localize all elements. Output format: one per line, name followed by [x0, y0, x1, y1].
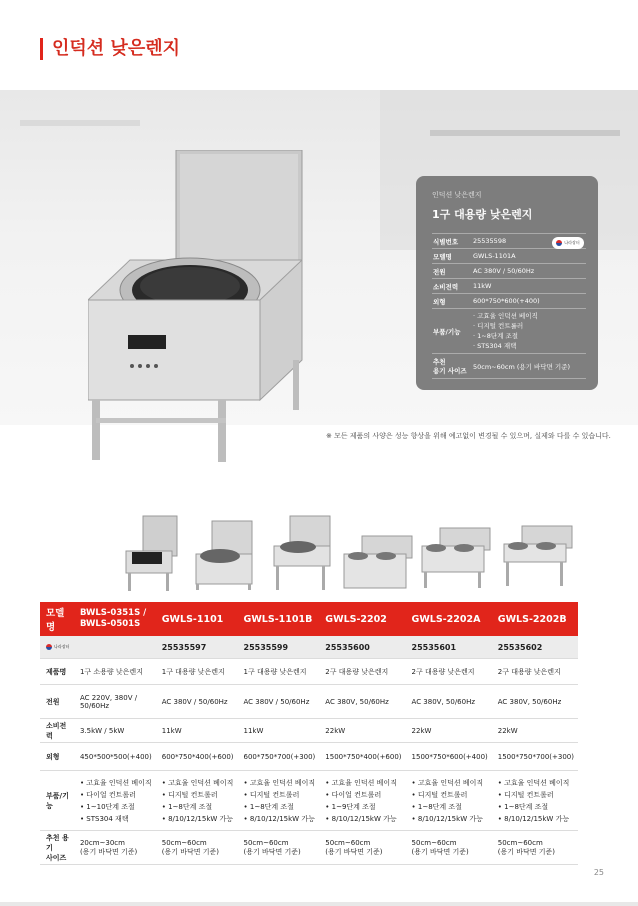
- header-label: 모델명: [40, 602, 74, 636]
- table-cell: 2구 대용량 낮은렌지: [319, 659, 405, 685]
- id-cell: 25535599: [238, 636, 320, 659]
- table-cell: 22kW: [406, 719, 492, 743]
- featured-name: 1구 대용량 낮은렌지: [432, 208, 533, 221]
- feature-item: • 디지털 컨트롤러: [161, 790, 218, 799]
- feature-item: • 8/10/12/15kW 가능: [243, 814, 315, 823]
- feature-item: • 1~8단계 조절: [411, 802, 462, 811]
- table-cell: 22kW: [319, 719, 405, 743]
- feature-item: • 고효율 인덕션 베이직: [497, 778, 570, 787]
- model-cell: BWLS-0351S / BWLS-0501S: [74, 602, 156, 636]
- size-value: 50cm~60cm: [325, 838, 371, 847]
- table-cell: AC 380V, 50/60Hz: [319, 685, 405, 719]
- table-cell: 1구 대용량 낮은렌지: [156, 659, 238, 685]
- table-cell: 3.5kW / 5kW: [74, 719, 156, 743]
- spec-value: GWLS-1101A: [473, 252, 516, 260]
- spec-key: 외형: [433, 297, 446, 306]
- spec-row: [432, 248, 586, 263]
- size-cell: [406, 831, 492, 865]
- row-label: 제품명: [40, 659, 74, 685]
- size-value: 50cm~60cm: [243, 838, 289, 847]
- size-cell: [156, 831, 238, 865]
- table-row: [40, 659, 578, 685]
- row-label: [40, 831, 74, 865]
- size-cell: [492, 831, 578, 865]
- size-note: (용기 바닥면 기준): [325, 847, 383, 856]
- model-cell: GWLS-2202B: [492, 602, 578, 636]
- feature-item: • 1~10단계 조절: [79, 802, 135, 811]
- feature-item: • 고효율 인덕션 베이직: [79, 778, 152, 787]
- feature-item: • 1~8단계 조절: [497, 802, 549, 811]
- size-value: 50cm~60cm: [161, 838, 207, 847]
- features-cell: [492, 771, 578, 831]
- table-cell: 1500*750*600(+400): [406, 743, 492, 771]
- features-cell: [406, 771, 492, 831]
- features-cell: [156, 771, 238, 831]
- table-cell: 450*500*500(+400): [74, 743, 156, 771]
- product-thumbnails: [110, 508, 580, 593]
- feature-item: • 다이얼 컨트롤러: [79, 790, 136, 799]
- thumb-bwls-0351s: [126, 516, 177, 591]
- spec-key: 모델명: [433, 252, 452, 261]
- page-number: 25: [593, 868, 604, 877]
- size-note: (용기 바닥면 기준): [79, 847, 138, 856]
- spec-value: AC 380V / 50/60Hz: [473, 267, 535, 275]
- table-cell: 11kW: [156, 719, 238, 743]
- table-row: [40, 685, 578, 719]
- table-cell: 1구 소용량 낮은렌지: [74, 659, 156, 685]
- feature-item: • 고효율 인덕션 베이직: [243, 778, 316, 787]
- table-row: [40, 743, 578, 771]
- size-key-line: 용기 사이즈: [433, 367, 467, 375]
- id-cell: [74, 636, 156, 659]
- id-cell: 25535600: [319, 636, 405, 659]
- footer-line: [0, 902, 638, 906]
- table-row-features: [40, 771, 578, 831]
- background-shelf: [430, 130, 620, 136]
- feature-item: · 1~8단계 조절: [473, 332, 519, 340]
- feature-item: • 고효율 인덕션 베이직: [411, 778, 484, 787]
- features-cell: [319, 771, 405, 831]
- table-row: [40, 719, 578, 743]
- feature-item: • 8/10/12/15kW 가능: [161, 814, 234, 823]
- model-cell: GWLS-1101B: [238, 602, 320, 636]
- table-header-row: [40, 602, 578, 636]
- row-label: 외형: [40, 743, 74, 771]
- spec-key: 소비전력: [433, 282, 459, 291]
- model-cell: GWLS-2202A: [406, 602, 492, 636]
- feature-item: • 고효율 인덕션 베이직: [161, 778, 234, 787]
- feature-item: • 다이얼 컨트롤러: [325, 790, 382, 799]
- spec-row: [432, 293, 586, 308]
- size-cell: [238, 831, 320, 865]
- features-cell: [74, 771, 156, 831]
- size-value: 20cm~30cm: [79, 838, 125, 847]
- table-cell: 2구 대용량 낮은렌지: [406, 659, 492, 685]
- spec-value: 50cm~60cm (용기 바닥면 기준): [473, 362, 571, 371]
- feature-item: • 1~9단계 조절: [325, 802, 376, 811]
- spec-value: 11kW: [473, 282, 492, 290]
- row-label: 전원: [40, 685, 74, 719]
- spec-value: [473, 309, 586, 353]
- table-row-size: [40, 831, 578, 865]
- size-cell: [319, 831, 405, 865]
- cert-badge: [40, 636, 74, 659]
- thumb-gwls-1101b: [274, 516, 330, 590]
- table-cell: AC 380V / 50/60Hz: [156, 685, 238, 719]
- model-cell: GWLS-1101: [156, 602, 238, 636]
- feature-item: • 고효율 인덕션 베이직: [325, 778, 397, 787]
- row-label: 부품/기능: [40, 771, 74, 831]
- id-cell: 25535602: [492, 636, 578, 659]
- table-cell: 11kW: [238, 719, 320, 743]
- spec-row: [432, 263, 586, 278]
- feature-item: · 디지털 컨트롤러: [473, 322, 524, 330]
- spec-key: [432, 357, 473, 375]
- featured-category: 인덕션 낮은렌지: [432, 191, 482, 199]
- table-cell: 22kW: [492, 719, 578, 743]
- title-accent-bar: [40, 38, 43, 60]
- feature-item: • 디지털 컨트롤러: [497, 790, 554, 799]
- spec-key: 부품/기능: [433, 327, 461, 336]
- spec-table: [40, 602, 578, 865]
- feature-item: · 고효율 인덕션 베이직: [473, 312, 538, 320]
- feature-item: • 1~8단계 조절: [161, 802, 213, 811]
- feature-item: • 8/10/12/15kW 가능: [325, 814, 397, 823]
- thumb-gwls-2202a: [422, 528, 490, 588]
- featured-info-card: [416, 176, 598, 390]
- id-cell: 25535597: [156, 636, 238, 659]
- spec-row: [432, 233, 586, 248]
- feature-item: • 디지털 컨트롤러: [243, 790, 300, 799]
- page-title: 인덕션 낮은렌지: [52, 38, 180, 59]
- cert-label: 나라장터: [54, 643, 70, 649]
- table-cell: AC 380V, 50/60Hz: [406, 685, 492, 719]
- size-note: (용기 바닥면 기준): [243, 847, 301, 856]
- featured-spec-rows: [432, 233, 586, 379]
- size-key-line: 추천: [433, 358, 446, 366]
- feature-item: · STS304 재택: [473, 342, 517, 350]
- feature-item: • 8/10/12/15kW 가능: [411, 814, 483, 823]
- badge-label: 나라장터: [564, 240, 580, 245]
- row-label: 소비전력: [40, 719, 74, 743]
- table-cell: AC 380V, 50/60Hz: [492, 685, 578, 719]
- model-cell: GWLS-2202: [319, 602, 405, 636]
- table-cell: 1구 대용량 낮은렌지: [238, 659, 320, 685]
- thumb-gwls-1101: [196, 521, 252, 590]
- spec-value: 600*750*600(+400): [473, 297, 540, 305]
- size-value: 50cm~60cm: [411, 838, 457, 847]
- size-note: (용기 바닥면 기준): [411, 847, 469, 856]
- table-cell: 600*750*400(+600): [156, 743, 238, 771]
- spec-row-features: [432, 308, 586, 353]
- thumb-gwls-2202b: [504, 526, 572, 586]
- feature-item: • 1~8단계 조절: [243, 802, 294, 811]
- size-label-line: 사이즈: [46, 853, 67, 862]
- disclaimer-note: ※ 모든 제품의 사양은 성능 향상을 위해 예고없이 변경될 수 있으며, 실제와 다를 수 있습니다.: [326, 432, 611, 440]
- size-note: (용기 바닥면 기준): [497, 847, 556, 856]
- table-cell: 1500*750*700(+300): [492, 743, 578, 771]
- feature-item: • 디지털 컨트롤러: [411, 790, 468, 799]
- spec-key: 식별번호: [433, 237, 459, 246]
- spec-row-size: [432, 353, 586, 379]
- background-shelf: [20, 120, 140, 126]
- table-cert-row: [40, 636, 578, 659]
- spec-value: 25535598: [473, 237, 507, 245]
- feature-item: • STS304 재택: [79, 814, 129, 823]
- feature-item: • 8/10/12/15kW 가능: [497, 814, 570, 823]
- korea-emblem-icon: [46, 644, 52, 650]
- table-cell: 1500*750*400(+600): [319, 743, 405, 771]
- size-value: 50cm~60cm: [497, 838, 543, 847]
- table-cell: 2구 대용량 낮은렌지: [492, 659, 578, 685]
- spec-key: 전원: [433, 267, 446, 276]
- features-cell: [238, 771, 320, 831]
- id-cell: 25535601: [406, 636, 492, 659]
- size-cell: [74, 831, 156, 865]
- stove-illustration: [88, 150, 328, 470]
- table-cell: 600*750*700(+300): [238, 743, 320, 771]
- spec-row: [432, 278, 586, 293]
- thumb-gwls-2202: [344, 536, 412, 588]
- size-note: (용기 바닥면 기준): [161, 847, 219, 856]
- table-cell: AC 220V, 380V / 50/60Hz: [74, 685, 156, 719]
- size-label-line: 추천 용기: [46, 833, 69, 852]
- table-cell: AC 380V / 50/60Hz: [238, 685, 320, 719]
